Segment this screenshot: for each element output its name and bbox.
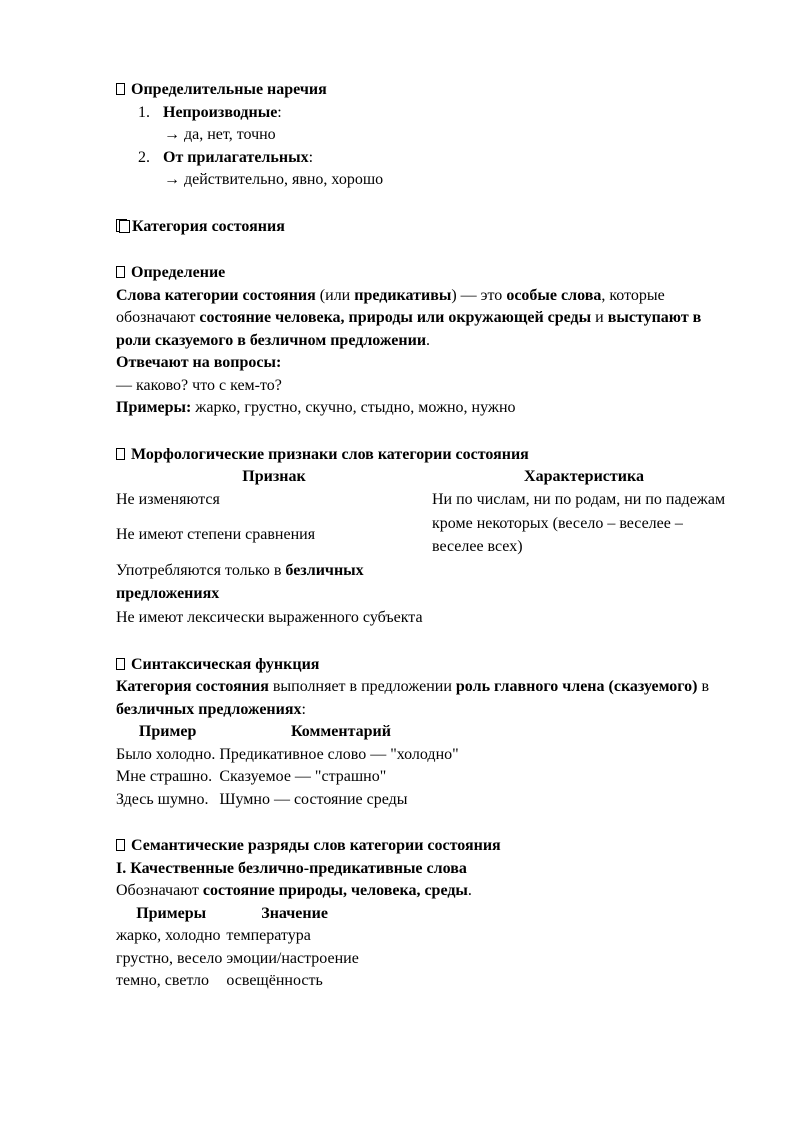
table-row [116,766,463,789]
table-cell: Не изменяются [116,490,220,508]
list-item-label: От прилагательных [163,148,309,166]
morph-title: Морфологические признаки слов категории состояния [131,445,529,463]
table-row [116,789,463,812]
table-header: Характеристика [524,468,644,485]
bold-term: Категория состояния [116,678,269,695]
examples-text: жарко, грустно, скучно, стыдно, можно, нужно [191,399,516,416]
table-cell [432,607,736,632]
table-row [116,607,736,632]
table-header: Пример [138,723,197,740]
text: в [697,678,710,695]
table-header: Признак [242,468,306,485]
bold-term: предикативы [354,286,452,304]
morph-heading [116,444,736,467]
bold-term: роль главного члена (сказуемого) [455,678,698,695]
table-cell: освещённость [226,972,323,989]
text: . [467,882,472,899]
table-cell: Ни по числам, ни по родам, ни по падежам [432,490,726,508]
table-cell: темно, светло [116,972,210,989]
section-icon [116,219,130,233]
list-item [138,147,736,170]
bold-term: состояние человека, природы или окружающей среды [199,309,592,326]
table-cell: Здесь шумно. [116,790,209,808]
adverbs-heading [116,79,736,102]
table-cell [116,560,432,607]
list-item-colon: : [308,148,314,166]
adverbs-list [116,102,736,192]
text: . [426,331,431,349]
table-cell: Не имеют лексически выраженного субъекта [116,609,423,626]
table-cell: Мне страшно. [116,768,213,785]
bold-term: состояние природы, человека, среды [202,882,468,899]
syntax-title: Синтаксическая функция [131,655,320,673]
table-row [116,560,736,607]
morph-table [116,466,736,632]
semantic-heading [116,835,736,858]
list-item-examples: → действительно, явно, хорошо [164,171,384,188]
table-header: Комментарий [290,723,391,740]
adverbs-title: Определительные наречия [131,81,327,98]
table-cell: жарко, холодно [116,927,221,944]
checkbox-icon [116,83,125,95]
list-item-label: Непроизводные [163,103,278,121]
bold-term: выступают в роли сказуемого в безличном предложении [116,309,702,349]
text: и [591,309,608,326]
syntax-paragraph [116,676,736,721]
table-row [116,948,363,971]
questions-text: — каково? что с кем-то? [116,376,282,394]
table-cell: температура [226,927,311,944]
semantic-table [116,903,363,993]
examples-line [116,397,736,420]
section-heading [116,216,736,239]
table-cell: Было холодно. [116,745,216,763]
text: Обозначают [116,882,203,899]
examples-label: Примеры: [116,399,192,416]
text: , которые обозначают [116,286,665,326]
definition-paragraph [116,285,736,353]
table-cell: Предикативное слово — "холодно" [219,745,459,763]
list-item-colon: : [277,103,282,121]
table-cell [432,560,736,607]
checkbox-icon [116,839,125,851]
text: ) — это [451,286,507,304]
table-row [116,970,363,993]
table-row [116,925,363,948]
semantic-title: Семантические разряды слов категории состояния [131,837,501,854]
text: : [301,700,306,718]
table-header-row [116,466,736,489]
syntax-heading [116,654,736,677]
cell-text: Употребляются только в [116,562,286,579]
text: (или [315,286,355,304]
table-header: Значение [261,904,328,922]
list-item-examples: → да, нет, точно [164,126,276,143]
table-cell: Шумно — состояние среды [219,790,408,808]
semantic-paragraph [116,880,736,903]
checkbox-icon [116,448,125,460]
text: выполняет в предложении [268,678,456,695]
table-header-row [116,903,363,926]
table-row [116,489,736,514]
definition-heading [116,262,736,285]
table-cell: эмоции/настроение [226,949,359,967]
syntax-table [116,721,463,811]
table-row [116,513,736,560]
table-header: Примеры [136,904,207,922]
table-header-row [116,721,463,744]
document-content [116,79,736,993]
checkbox-icon [116,266,125,278]
definition-title: Определение [131,264,226,281]
bold-term: Слова категории состояния [116,286,316,304]
bold-term: безличных предложениях [116,700,302,718]
questions-label: Отвечают на вопросы: [116,354,282,371]
list-number: 2. [138,148,150,166]
semantic-subtitle: I. Качественные безлично-предикативные слова [116,859,467,877]
list-number: 1. [138,103,150,121]
table-cell: Не имеют степени сравнения [116,526,316,544]
checkbox-icon [116,658,125,670]
list-item [138,102,736,125]
table-cell: кроме некоторых (весело – веселее – веселее всех) [432,515,683,555]
bold-term: особые слова [506,286,602,304]
cell-bold-text: безличных предложениях [116,562,364,602]
section-title: Категория состояния [132,217,285,235]
table-cell: грустно, весело [116,949,223,967]
table-cell: Сказуемое — "страшно" [219,768,387,785]
table-row [116,744,463,767]
